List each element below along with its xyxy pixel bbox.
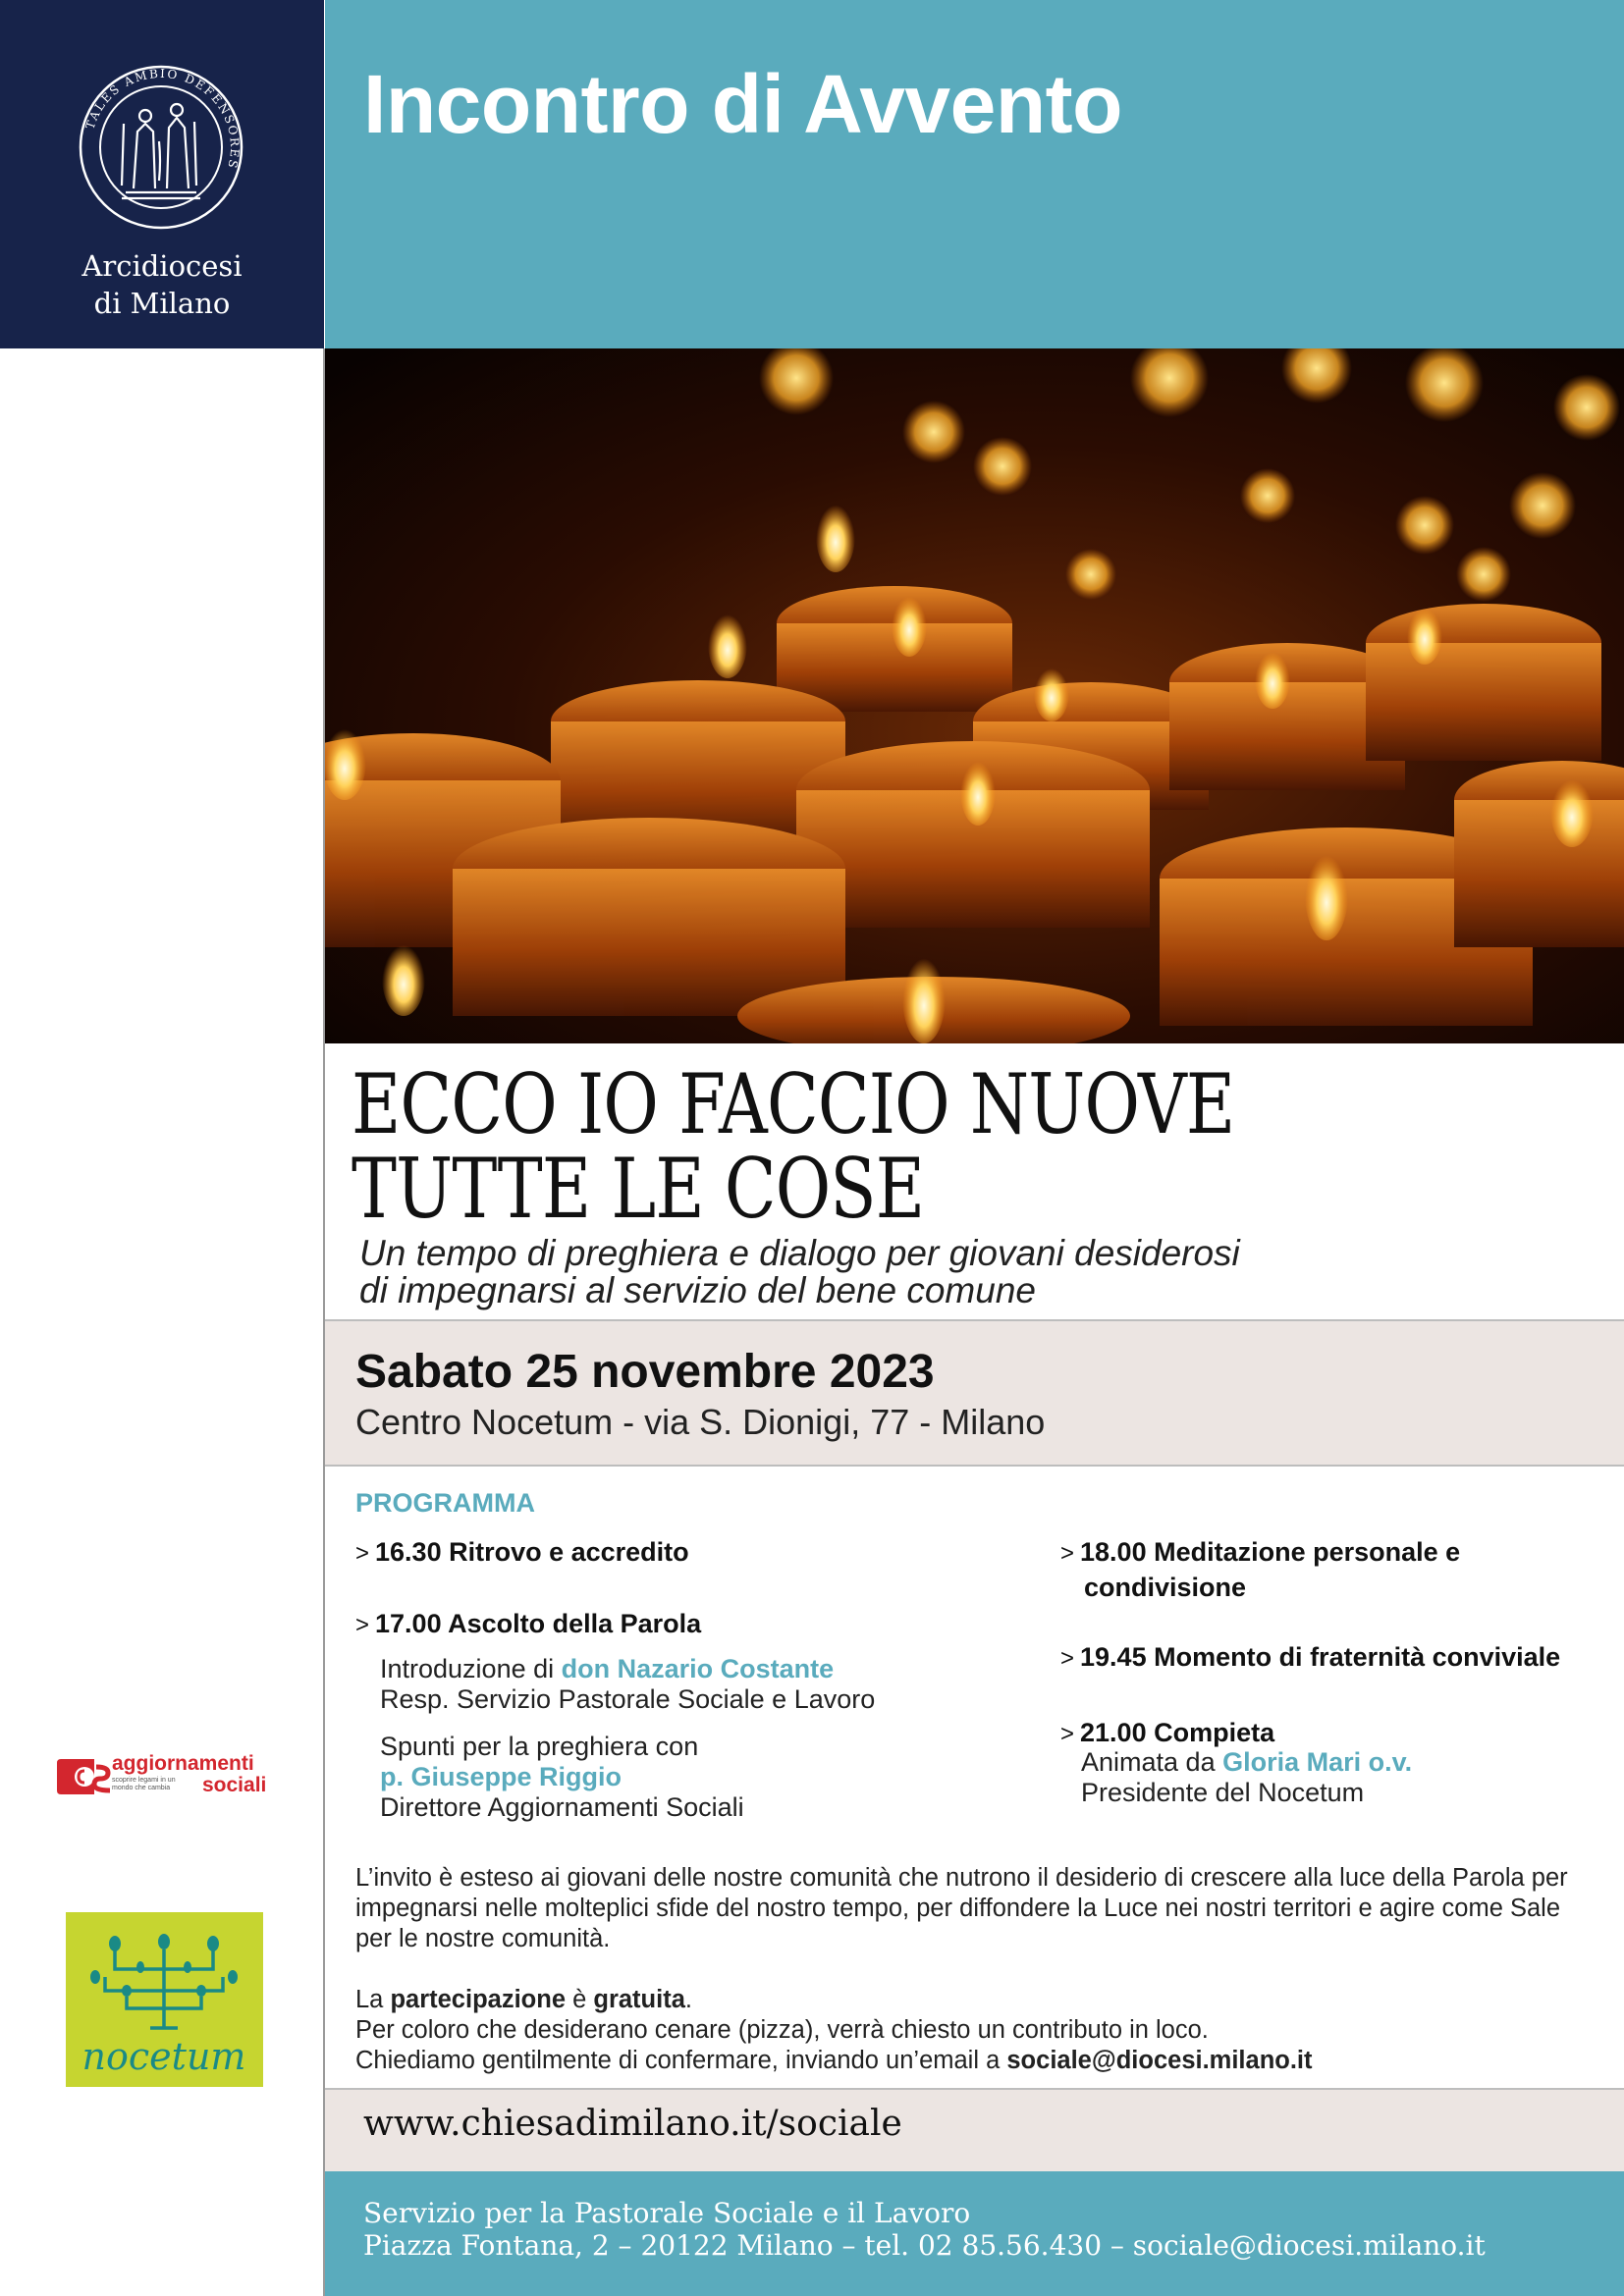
participation-word: partecipazione bbox=[390, 1986, 567, 2013]
aggiornamenti-sociali-logo bbox=[55, 1753, 275, 1800]
program-item-5 bbox=[1060, 1716, 1274, 1751]
aggiornamenti-tagline2: mondo che cambia bbox=[112, 1785, 171, 1791]
dinner-line: Per coloro che desiderano cenare (pizza), verrà chiesto un contributo in loco. bbox=[355, 2016, 1209, 2044]
subtitle bbox=[359, 1235, 1587, 1309]
website-link[interactable]: www.chiesadimilano.it/sociale bbox=[363, 2104, 902, 2144]
program-item-4-text: 19.45 Momento di fraternità conviviale bbox=[1080, 1642, 1561, 1672]
aggiornamenti-mark-icon bbox=[55, 1757, 114, 1796]
footer-text bbox=[363, 2197, 1486, 2262]
program-item-3-line2: condivisione bbox=[1084, 1573, 1247, 1602]
svg-text:TALES AMBIO DEFENSORES: TALES AMBIO DEFENSORES bbox=[82, 66, 243, 172]
compieta-leader-role: Presidente del Nocetum bbox=[1081, 1778, 1365, 1807]
brand-name bbox=[0, 247, 324, 322]
event-date: Sabato 25 novembre 2023 bbox=[355, 1346, 935, 1398]
arrow-icon: > bbox=[1060, 1540, 1075, 1567]
arrow-icon: > bbox=[1060, 1721, 1075, 1747]
participation-line: La partecipazione è gratuita. bbox=[355, 1986, 692, 2013]
nocetum-tree-icon bbox=[66, 1912, 263, 2087]
confirm-email-link[interactable]: sociale@diocesi.milano.it bbox=[1006, 2047, 1313, 2074]
intro-speaker-role: Resp. Servizio Pastorale Sociale e Lavoro bbox=[380, 1684, 876, 1714]
free-word: gratuita bbox=[593, 1986, 685, 2013]
program-item-2-text: 17.00 Ascolto della Parola bbox=[375, 1609, 702, 1638]
arrow-icon: > bbox=[355, 1612, 370, 1638]
aggiornamenti-name-line1: aggiornamenti bbox=[112, 1752, 254, 1775]
invitation-text bbox=[355, 1863, 1593, 2076]
invitation-paragraph: L’invito è esteso ai giovani delle nostre comunità che nutrono il desiderio di crescere alla luce della Parola per impegnarsi nelle molteplici sfide del nostro tempo, per diffondere la Luce nei nostri territori e agire come Sale per le nostre comunità. bbox=[355, 1864, 1568, 1952]
footer-line2: Piazza Fontana, 2 – 20122 Milano – tel. 02 85.56.430 – sociale@diocesi.milano.it bbox=[363, 2229, 1486, 2262]
arrow-icon: > bbox=[355, 1540, 370, 1567]
intro-prefix: Introduzione di bbox=[380, 1654, 562, 1683]
aggiornamenti-name-line2: sociali bbox=[202, 1774, 267, 1796]
nocetum-logo bbox=[66, 1912, 263, 2087]
spunti-speaker-role: Direttore Aggiornamenti Sociali bbox=[380, 1792, 744, 1822]
headline-line2: TUTTE LE COSE bbox=[352, 1141, 925, 1237]
program-item-5-detail bbox=[1081, 1747, 1412, 1808]
subtitle-line2: di impegnarsi al servizio del bene comune bbox=[359, 1270, 1036, 1310]
spunti-prefix: Spunti per la preghiera con bbox=[380, 1732, 699, 1761]
compieta-prefix: Animata da bbox=[1081, 1747, 1223, 1777]
event-place: Centro Nocetum - via S. Dionigi, 77 - Milano bbox=[355, 1402, 1046, 1442]
aggiornamenti-tagline1: scoprire legami in un bbox=[112, 1777, 176, 1784]
program-item-5-text: 21.00 Compieta bbox=[1080, 1718, 1275, 1747]
header-band bbox=[325, 0, 1624, 348]
confirm-line: Chiediamo gentilmente di confermare, inviando un’email a sociale@diocesi.milano.it bbox=[355, 2047, 1313, 2074]
compieta-leader-name: Gloria Mari o.v. bbox=[1222, 1747, 1413, 1777]
program-item-3 bbox=[1060, 1535, 1460, 1604]
program-item-2 bbox=[355, 1607, 701, 1642]
subtitle-line1: Un tempo di preghiera e dialogo per giovani desiderosi bbox=[359, 1233, 1240, 1273]
program-item-1 bbox=[355, 1535, 689, 1571]
program-item-1-text: 16.30 Ritrovo e accredito bbox=[375, 1537, 689, 1567]
program-item-2-spunti bbox=[380, 1732, 744, 1823]
program-item-4 bbox=[1060, 1640, 1560, 1676]
footer-line1: Servizio per la Pastorale Sociale e il Lavoro bbox=[363, 2197, 971, 2229]
brand-name-line2: di Milano bbox=[93, 287, 231, 320]
program-item-2-intro bbox=[380, 1654, 875, 1715]
nocetum-wordmark: nocetum bbox=[81, 2035, 246, 2078]
arrow-icon: > bbox=[1060, 1645, 1075, 1672]
headline-line1: ECCO IO FACCIO NUOVE bbox=[352, 1056, 1235, 1152]
program-item-3-line1: 18.00 Meditazione personale e bbox=[1080, 1537, 1461, 1567]
page-title: Incontro di Avvento bbox=[363, 58, 1122, 150]
headline bbox=[352, 1056, 1366, 1237]
candles-photo bbox=[325, 348, 1624, 1043]
program-label: PROGRAMMA bbox=[355, 1488, 535, 1518]
brand-name-line1: Arcidiocesi bbox=[81, 249, 243, 283]
spunti-speaker-name: p. Giuseppe Riggio bbox=[380, 1762, 623, 1791]
archdiocese-seal-logo bbox=[77, 63, 245, 232]
intro-speaker-name: don Nazario Costante bbox=[561, 1654, 835, 1683]
